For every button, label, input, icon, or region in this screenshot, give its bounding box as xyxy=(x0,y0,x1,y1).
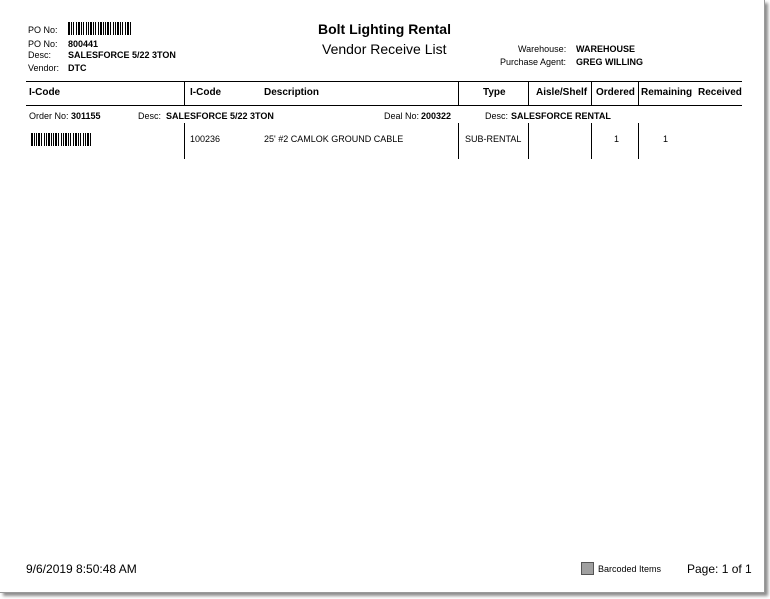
col-sep xyxy=(528,82,529,105)
header-top-rule xyxy=(26,81,742,82)
row-sep xyxy=(591,123,592,159)
barcoded-items-legend: Barcoded Items xyxy=(598,564,662,574)
col-description: Description xyxy=(264,87,320,98)
col-aisle-shelf: Aisle/Shelf xyxy=(536,87,588,98)
warehouse-label: Warehouse: xyxy=(518,44,567,54)
warehouse-value: WAREHOUSE xyxy=(576,44,636,54)
row-sep xyxy=(458,123,459,159)
purchase-agent-value: GREG WILLING xyxy=(576,57,643,67)
po-desc-label: Desc: xyxy=(28,50,52,60)
print-timestamp: 9/6/2019 8:50:48 AM xyxy=(26,562,137,576)
po-barcode-label: PO No: xyxy=(28,25,58,35)
vendor-value: DTC xyxy=(68,63,87,73)
col-icode: I-Code xyxy=(190,87,222,98)
col-sep xyxy=(638,82,639,105)
item-barcode xyxy=(31,133,107,146)
vendor-label: Vendor: xyxy=(28,63,60,73)
deal-desc-label: Desc: xyxy=(485,111,509,121)
col-icode-barcode: I-Code xyxy=(29,87,61,98)
po-desc: SALESFORCE 5/22 3TON xyxy=(68,50,176,60)
barcode-bar xyxy=(91,133,92,146)
item-ordered: 1 xyxy=(614,134,620,144)
col-sep xyxy=(458,82,459,105)
purchase-agent-label: Purchase Agent: xyxy=(500,57,567,67)
row-sep xyxy=(528,123,529,159)
order-no: 301155 xyxy=(71,111,101,121)
barcode-bar xyxy=(131,22,132,35)
deal-no: 200322 xyxy=(421,111,452,121)
po-barcode xyxy=(68,22,146,35)
report-title: Vendor Receive List xyxy=(322,41,447,57)
col-sep xyxy=(184,82,185,105)
col-type: Type xyxy=(483,87,506,98)
company-name: Bolt Lighting Rental xyxy=(318,21,451,37)
deal-no-label: Deal No: xyxy=(384,111,420,121)
po-number-label: PO No: xyxy=(28,39,58,49)
col-sep xyxy=(591,82,592,105)
row-sep xyxy=(184,123,185,159)
col-remaining: Remaining xyxy=(641,87,693,98)
deal-desc: SALESFORCE RENTAL xyxy=(511,111,611,121)
item-type: SUB-RENTAL xyxy=(465,134,522,144)
col-received: Received xyxy=(698,87,742,98)
col-ordered: Ordered xyxy=(596,87,635,98)
item-icode: 100236 xyxy=(190,134,221,144)
item-description: 25' #2 CAMLOK GROUND CABLE xyxy=(264,134,404,144)
barcoded-items-swatch xyxy=(581,562,594,575)
page-number: Page: 1 of 1 xyxy=(687,562,752,576)
row-sep xyxy=(638,123,639,159)
po-number: 800441 xyxy=(68,39,99,49)
order-desc: SALESFORCE 5/22 3TON xyxy=(166,111,274,121)
item-remaining: 1 xyxy=(663,134,669,144)
order-no-label: Order No: xyxy=(29,111,69,121)
order-desc-label: Desc: xyxy=(138,111,162,121)
header-bottom-rule xyxy=(26,105,742,106)
